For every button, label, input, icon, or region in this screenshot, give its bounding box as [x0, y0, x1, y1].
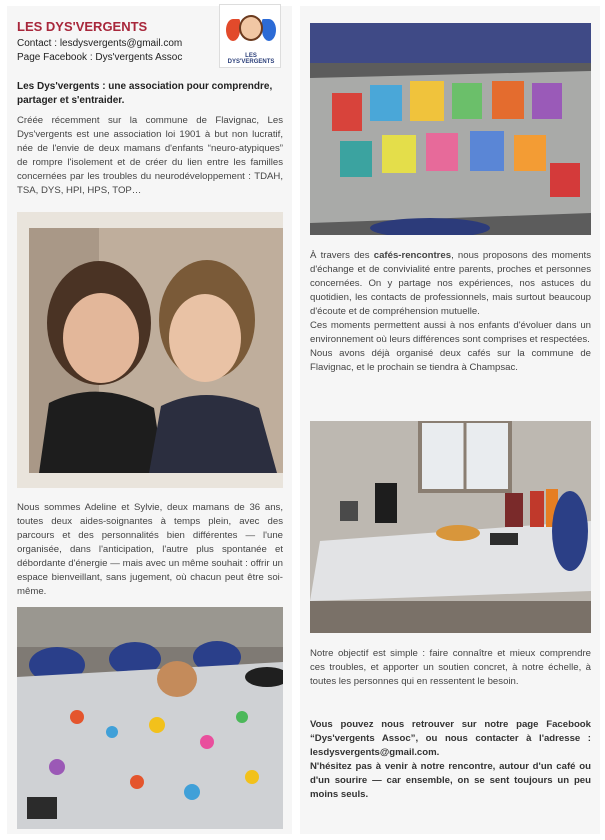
cafes-intro	[310, 249, 591, 319]
cafe-table-photo	[310, 421, 591, 633]
association-logo	[219, 4, 281, 68]
facebook-label: Page Facebook :	[17, 52, 96, 63]
closing-block	[310, 718, 591, 802]
cafes-locations: Nous avons déjà organisé deux cafés sur la commune de Flavignac, et le prochain se tiendra à Champsac.	[310, 348, 591, 373]
cafes-intro-start: À travers des	[310, 250, 374, 261]
sensory-toys-photo	[17, 607, 283, 829]
founders-paragraph: Nous sommes Adeline et Sylvie, deux mamans de 36 ans, toutes deux aides-soignantes à temps plein, avec des parcours et des personnalités bien différentes — l'une organisée, dans l'anticipation, l'autre plus spontanée et débordante d'énergie — mais avec un même souhait : offrir un espace bienveillant, sans jugement, où chacun peut être soi-même.	[17, 502, 283, 597]
goal-paragraph: Notre objectif est simple : faire connaître et mieux comprendre ces troubles, et apporter un soutien concret, à notre échelle, à toutes les personnes qui en ressentent le besoin.	[310, 648, 591, 687]
logo-text: LES DYS'VERGENTS	[227, 53, 275, 65]
cafes-intro-end: , nous proposons des moments d'échange et de convivialité entre parents, proches et personnes concernées. On y partage nos expériences, nos astuces du quotidien, les contacts de professionnels, mais surtout beaucoup d'écoute et de compréhension mutuelle.	[310, 250, 592, 317]
logo-wing-left	[226, 19, 240, 41]
contact-email[interactable]: lesdysvergents@gmail.com	[59, 38, 183, 49]
page-title: LES DYS'VERGENTS	[17, 19, 148, 34]
closing-invitation: N'hésitez pas à venir à notre rencontre, autour d'un café ou d'un sourire — car ensemble, on se sent toujours un peu moins seuls.	[310, 761, 591, 800]
cafes-rencontres-emphasis: cafés-rencontres	[373, 250, 452, 261]
cafes-paragraph	[310, 249, 591, 375]
cafes-children: Ces moments permettent aussi à nos enfants d'évoluer dans un environnement où leurs différences sont comprises et respectées.	[310, 320, 591, 345]
logo-wing-right	[262, 19, 276, 41]
books-table-photo	[310, 23, 591, 235]
intro-paragraph: Créée récemment sur la commune de Flavignac, Les Dys'vergents est une association loi 1901 à but non lucratif, née de l'envie de deux mamans d'enfants “neuro-atypiques” de rompre l'isolement et de créer du lien entre les familles concernées par les troubles du neurodéveloppement : TDAH, TSA, DYS, HPI, HPS, TOP…	[17, 115, 283, 196]
closing-contact: Vous pouvez nous retrouver sur notre page Facebook “Dys'vergents Assoc”, ou nous contacter à l'adresse : lesdysvergents@gmail.com.	[310, 719, 591, 758]
facebook-page[interactable]: Dys'vergents Assoc	[95, 52, 183, 63]
intro-headline: Les Dys'vergents : une association pour comprendre, partager et s'entraider.	[17, 81, 273, 106]
logo-character	[239, 15, 263, 41]
contact-block	[17, 37, 182, 65]
founders-photo	[29, 228, 283, 473]
contact-label: Contact :	[17, 38, 60, 49]
